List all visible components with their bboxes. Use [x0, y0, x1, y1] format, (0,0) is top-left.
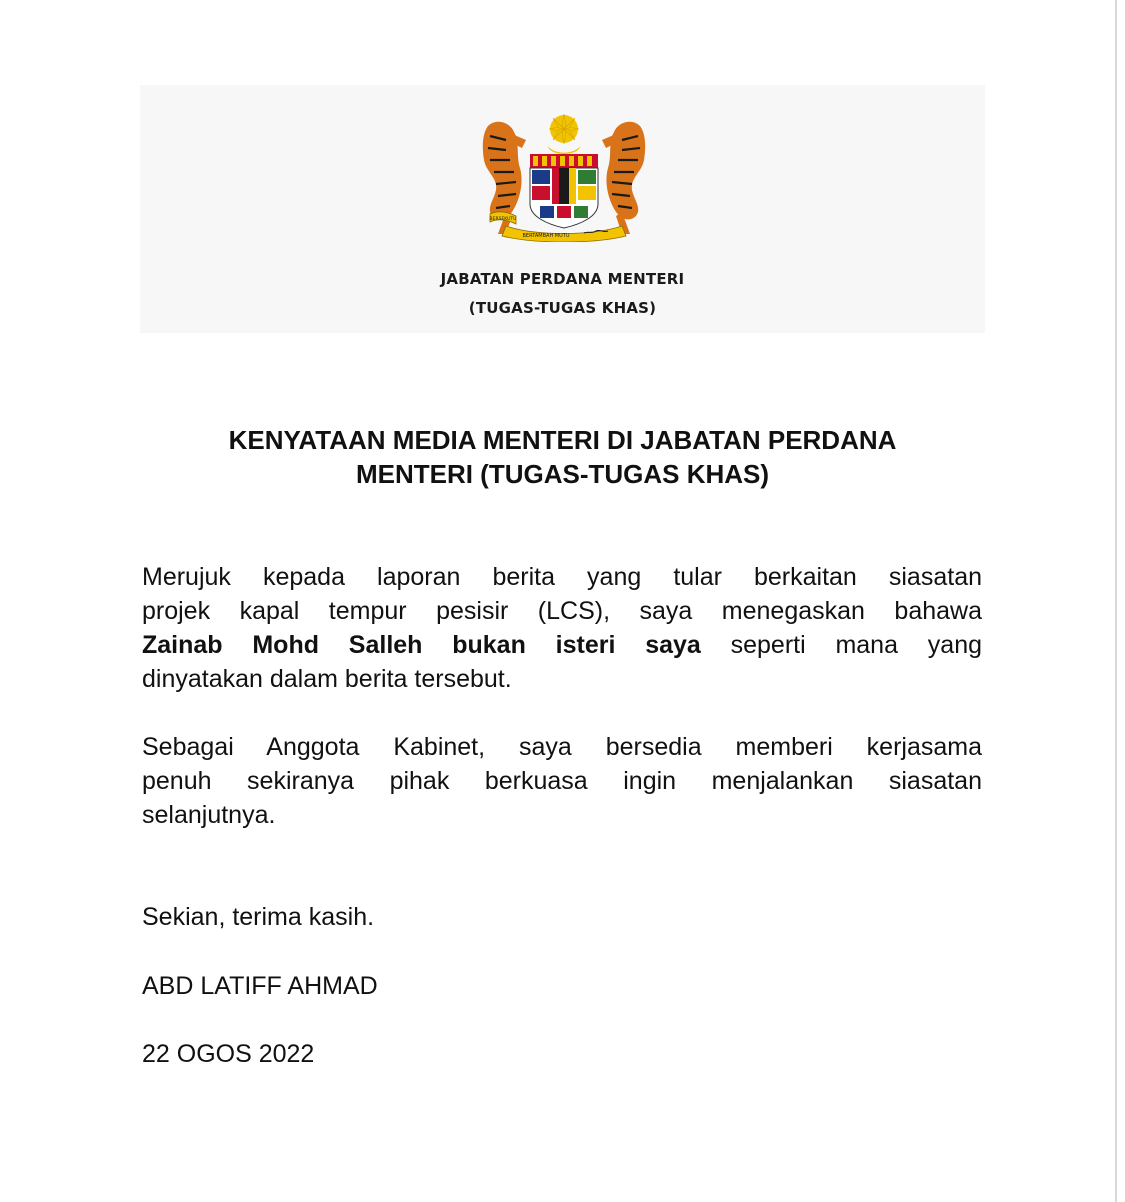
motto-bottom-text: BERTAMBAH MUTU	[522, 233, 570, 239]
paragraph-1-line-4: dinyatakan dalam berita tersebut.	[142, 665, 512, 693]
paragraph-1-line-3-rest: seperti mana yang	[700, 631, 982, 659]
paragraph-2-line-1: Sebagai Anggota Kabinet, saya bersedia memberi kerjasama	[142, 733, 982, 761]
signatory-name: ABD LATIFF AHMAD	[142, 972, 378, 1000]
coat-of-arms-icon	[476, 112, 652, 242]
paragraph-2-line-3: selanjutnya.	[142, 801, 276, 829]
department-subname: (TUGAS-TUGAS KHAS)	[468, 299, 657, 317]
right-tiger	[602, 122, 645, 234]
paragraph-1-line-1: Merujuk kepada laporan berita yang tular berkaitan siasatan	[142, 563, 982, 591]
closing-remark: Sekian, terima kasih.	[142, 903, 375, 931]
statement-title-line2: MENTERI (TUGAS-TUGAS KHAS)	[355, 459, 770, 489]
statement-date: 22 OGOS 2022	[142, 1040, 315, 1068]
paragraph-2-line-2: penuh sekiranya pihak berkuasa ingin menjalankan siasatan	[142, 767, 982, 795]
star-crescent	[548, 114, 580, 154]
paragraph-2	[142, 730, 982, 832]
paragraph-1-line-3	[142, 628, 982, 662]
shield	[530, 154, 598, 228]
statement-title-line1: KENYATAAN MEDIA MENTERI DI JABATAN PERDANA	[228, 425, 897, 455]
page-edge	[1115, 0, 1117, 1202]
motto-top-text: BERSEKUTU	[489, 217, 517, 222]
department-name: JABATAN PERDANA MENTERI	[440, 270, 685, 288]
paragraph-1	[142, 560, 982, 696]
emphasis-text: Zainab Mohd Salleh bukan isteri saya	[142, 631, 701, 659]
paragraph-1-line-2: projek kapal tempur pesisir (LCS), saya menegaskan bahawa	[142, 597, 982, 625]
